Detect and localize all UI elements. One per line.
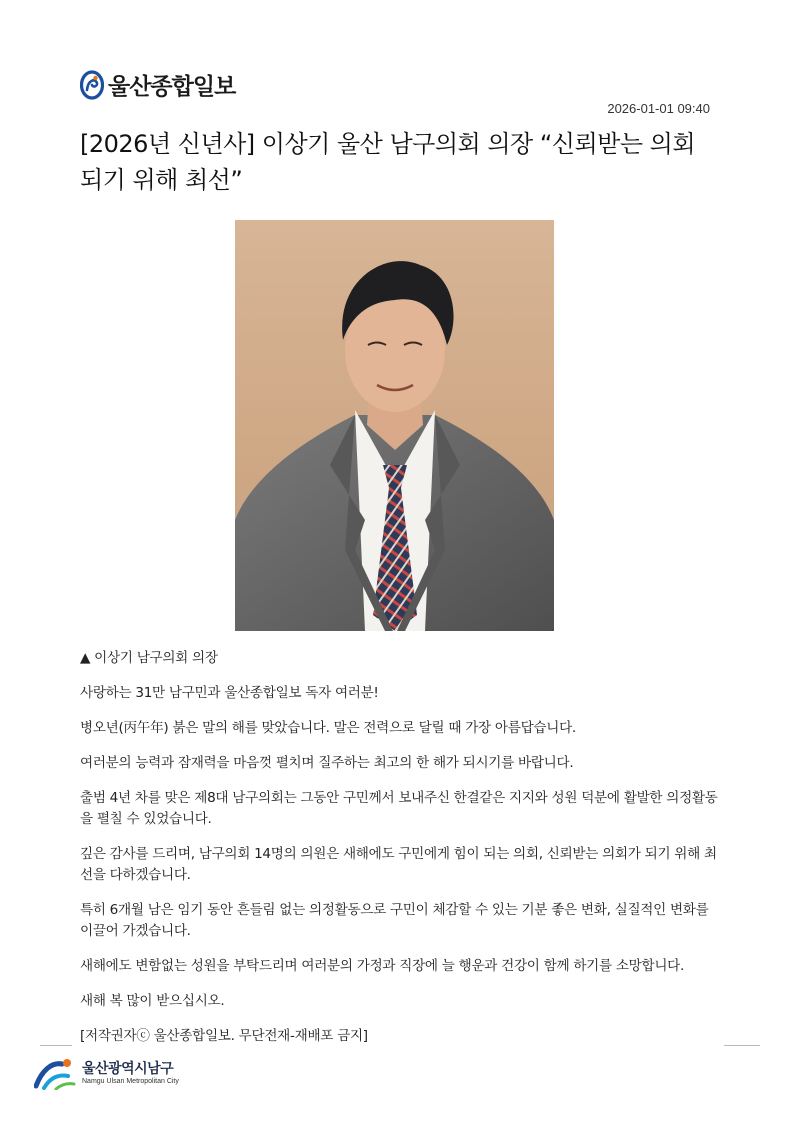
newspaper-name: 울산종합일보: [108, 74, 236, 100]
paragraph: 특히 6개월 남은 임기 동안 흔들림 없는 의정활동으로 구민이 체감할 수 있는 기분 좋은 변화, 실질적인 변화를 이끌어 가겠습니다.: [80, 902, 709, 939]
footer-org-name: 울산광역시남구: [82, 1060, 174, 1077]
paragraph: 사랑하는 31만 남구민과 울산종합일보 독자 여러분!: [80, 685, 379, 701]
footer-divider-left: [40, 1045, 72, 1046]
copyright-notice: [저작권자ⓒ 울산종합일보. 무단전재-재배포 금지]: [80, 1028, 368, 1044]
paragraph: 출범 4년 차를 맞은 제8대 남구의회는 그동안 구민께서 보내주신 한결같은 지지와 성원 덕분에 활발한 의정활동을 펼칠 수 있었습니다.: [80, 790, 718, 827]
footer-divider-right: [724, 1045, 760, 1046]
footer-org-logo[interactable]: [34, 1056, 179, 1090]
article-body: [80, 648, 720, 1061]
portrait-image: [235, 220, 554, 631]
masthead[interactable]: [80, 68, 235, 101]
paragraph: 여러분의 능력과 잠재력을 마음껏 펼치며 질주하는 최고의 한 해가 되시기를 바랍니다.: [80, 755, 574, 771]
paragraph: 새해 복 많이 받으십시오.: [80, 993, 225, 1009]
paragraph: 깊은 감사를 드리며, 남구의회 14명의 의원은 새해에도 구민에게 힘이 되는 의회, 신뢰받는 의회가 되기 위해 최선을 다하겠습니다.: [80, 846, 717, 883]
paragraph: 새해에도 변함없는 성원을 부탁드리며 여러분의 가정과 직장에 늘 행운과 건강이 함께 하기를 소망합니다.: [80, 958, 685, 974]
circle-swirl-logo-icon: [80, 70, 104, 100]
article-headline: [2026년 신년사] 이상기 울산 남구의회 의장 “신뢰받는 의회 되기 위해 최선”: [80, 130, 696, 194]
article-photo: [235, 220, 554, 631]
article-datetime: 2026-01-01 09:40: [607, 101, 710, 116]
namgu-wave-logo-icon: [34, 1056, 76, 1090]
photo-caption: ▲ 이상기 남구의회 의장: [80, 650, 218, 666]
footer-org-name-en: Namgu Ulsan Metropolitan City: [82, 1077, 179, 1085]
paragraph: 병오년(丙午年) 붉은 말의 해를 맞았습니다. 말은 전력으로 달릴 때 가장 아름답습니다.: [80, 720, 576, 736]
